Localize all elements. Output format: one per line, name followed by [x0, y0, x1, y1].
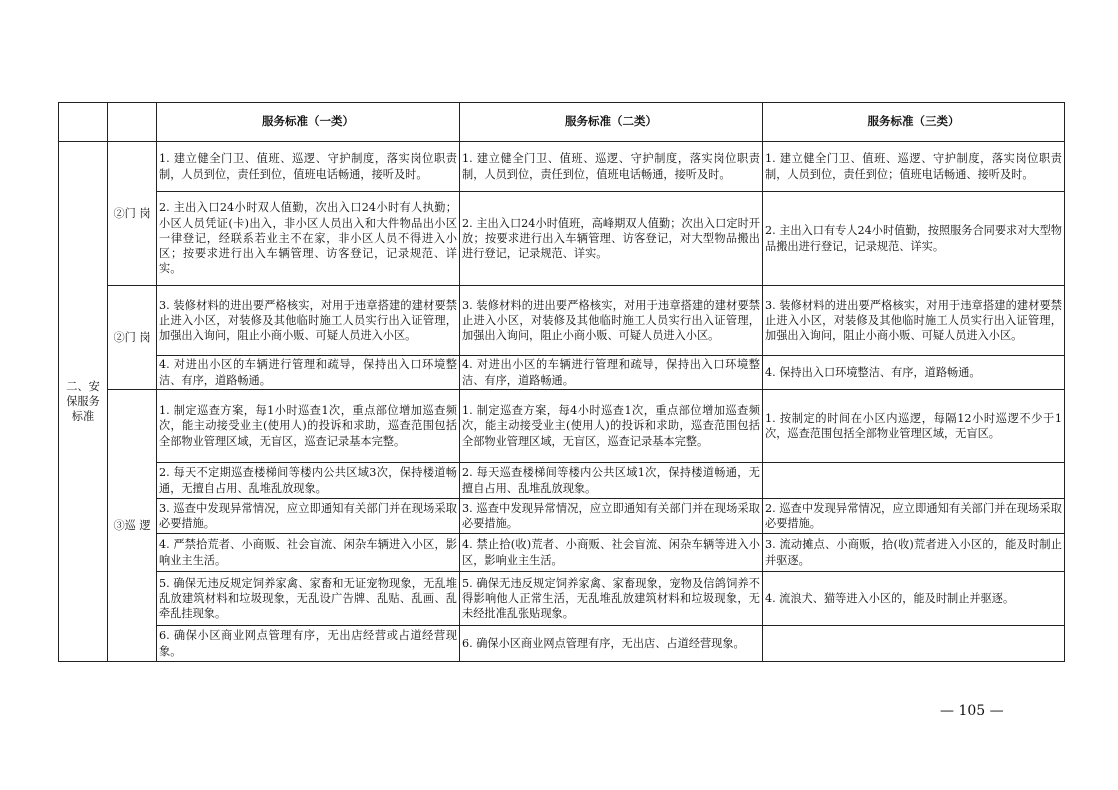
- standard-cell: 2. 主出入口有专人24小时值勤，按照服务合同要求对大型物品搬出进行登记，记录规范、详实。: [763, 192, 1065, 286]
- standard-cell: [763, 463, 1065, 499]
- table-row: [59, 356, 1065, 390]
- standard-cell: 4. 流浪犬、猫等进入小区的，能及时制止并驱逐。: [763, 572, 1065, 626]
- standard-cell: 2. 每天不定期巡查楼梯间等楼内公共区域3次，保持楼道畅通，无擅自占用、乱堆乱放现象。: [157, 463, 460, 499]
- service-standard-table: [58, 102, 1065, 662]
- header-class-3: 服务标准（三类）: [763, 103, 1065, 142]
- standard-cell: 1. 建立健全门卫、值班、巡逻、守护制度，落实岗位职责制，人员到位，责任到位；值班电话畅通、接听及时。: [763, 142, 1065, 192]
- subcategory-gate-post: ②门 岗: [108, 286, 157, 390]
- standard-cell: 3. 装修材料的进出要严格核实，对用于违章搭建的建材要禁止进入小区，对装修及其他临时施工人员实行出入证管理，加强出入询问，阻止小商小贩、可疑人员进入小区。: [763, 286, 1065, 356]
- category-security-standard: 二、安保服务标准: [59, 142, 108, 662]
- table-row: [59, 534, 1065, 572]
- header-blank-2: [108, 103, 157, 142]
- standard-cell: 3. 巡查中发现异常情况，应立即通知有关部门并在现场采取必要措施。: [157, 499, 460, 534]
- standard-cell: 1. 建立健全门卫、值班、巡逻、守护制度，落实岗位职责制，人员到位，责任到位，值班电话畅通，接听及时。: [460, 142, 763, 192]
- table-row: [59, 572, 1065, 626]
- standard-cell: 2. 每天巡查楼梯间等楼内公共区域1次，保持楼道畅通，无擅自占用、乱堆乱放现象。: [460, 463, 763, 499]
- standard-cell: 4. 保持出入口环境整洁、有序，道路畅通。: [763, 356, 1065, 390]
- table-row: [59, 390, 1065, 463]
- standard-cell: 1. 制定巡查方案，每4小时巡查1次，重点部位增加巡查频次，能主动接受业主(使用人)的投诉和求助，巡查范围包括全部物业管理区域，无盲区，巡查记录基本完整。: [460, 390, 763, 463]
- standard-cell: 2. 主出入口24小时值班，高峰期双人值勤；次出入口定时开放；按要求进行出入车辆管理、访客登记，对大型物品搬出进行登记，记录规范、详实。: [460, 192, 763, 286]
- table-row: [59, 626, 1065, 662]
- standard-cell: 1. 建立健全门卫、值班、巡逻、守护制度，落实岗位职责制，人员到位，责任到位，值班电话畅通，接听及时。: [157, 142, 460, 192]
- standard-cell: 3. 流动摊点、小商贩，拾(收)荒者进入小区的，能及时制止并驱逐。: [763, 534, 1065, 572]
- header-blank-1: [59, 103, 108, 142]
- standard-cell: [763, 626, 1065, 662]
- subcategory-patrol: ③巡 逻: [108, 390, 157, 662]
- header-class-1: 服务标准（一类）: [157, 103, 460, 142]
- standard-cell: 6. 确保小区商业网点管理有序，无出店经营或占道经营现象。: [157, 626, 460, 662]
- standard-cell: 5. 确保无违反规定饲养家禽、家畜和无证宠物现象，无乱堆乱放建筑材料和垃圾现象，无乱设广告牌、乱贴、乱画、乱牵乱挂现象。: [157, 572, 460, 626]
- standard-cell: 4. 对进出小区的车辆进行管理和疏导，保持出入口环境整洁、有序，道路畅通。: [460, 356, 763, 390]
- standard-cell: 5. 确保无违反规定饲养家禽、家畜现象，宠物及信鸽饲养不得影响他人正常生活，无乱堆乱放建筑材料和垃圾现象，无未经批准乱张贴现象。: [460, 572, 763, 626]
- standard-cell: 4. 禁止拾(收)荒者、小商贩、社会盲流、闲杂车辆等进入小区，影响业主生活。: [460, 534, 763, 572]
- table-row: [59, 286, 1065, 356]
- standard-cell: 3. 巡查中发现异常情况，应立即通知有关部门并在现场采取必要措施。: [460, 499, 763, 534]
- table-row: [59, 142, 1065, 192]
- standard-cell: 3. 装修材料的进出要严格核实，对用于违章搭建的建材要禁止进入小区，对装修及其他临时施工人员实行出入证管理，加强出入询问，阻止小商小贩、可疑人员进入小区。: [157, 286, 460, 356]
- table-row: [59, 463, 1065, 499]
- standard-cell: 1. 制定巡查方案，每1小时巡查1次，重点部位增加巡查频次，能主动接受业主(使用人)的投诉和求助，巡查范围包括全部物业管理区域，无盲区，巡查记录基本完整。: [157, 390, 460, 463]
- standard-cell: 2. 巡查中发现异常情况，应立即通知有关部门并在现场采取必要措施。: [763, 499, 1065, 534]
- table-row: [59, 499, 1065, 534]
- standard-cell: 3. 装修材料的进出要严格核实，对用于违章搭建的建材要禁止进入小区，对装修及其他临时施工人员实行出入证管理，加强出入询问，阻止小商小贩、可疑人员进入小区。: [460, 286, 763, 356]
- header-row: [59, 103, 1065, 142]
- page-number: — 105 —: [940, 703, 1004, 719]
- standard-cell: 1. 按制定的时间在小区内巡逻，每隔12小时巡逻不少于1次，巡查范围包括全部物业管理区域，无盲区。: [763, 390, 1065, 463]
- standard-cell: 6. 确保小区商业网点管理有序，无出店、占道经营现象。: [460, 626, 763, 662]
- standard-cell: 4. 严禁拾荒者、小商贩、社会盲流、闲杂车辆进入小区，影响业主生活。: [157, 534, 460, 572]
- header-class-2: 服务标准（二类）: [460, 103, 763, 142]
- standard-cell: 2. 主出入口24小时双人值勤，次出入口24小时有人执勤；小区人员凭证(卡)出入，非小区人员出入和大件物品出小区一律登记，经联系若业主不在家，非小区人员不得进入小区；按要求进行出入车辆管理、访客登记，记录规范、详实。: [157, 192, 460, 286]
- subcategory-gate-post: ②门 岗: [108, 142, 157, 286]
- standard-cell: 4. 对进出小区的车辆进行管理和疏导，保持出入口环境整洁、有序，道路畅通。: [157, 356, 460, 390]
- table-row: [59, 192, 1065, 286]
